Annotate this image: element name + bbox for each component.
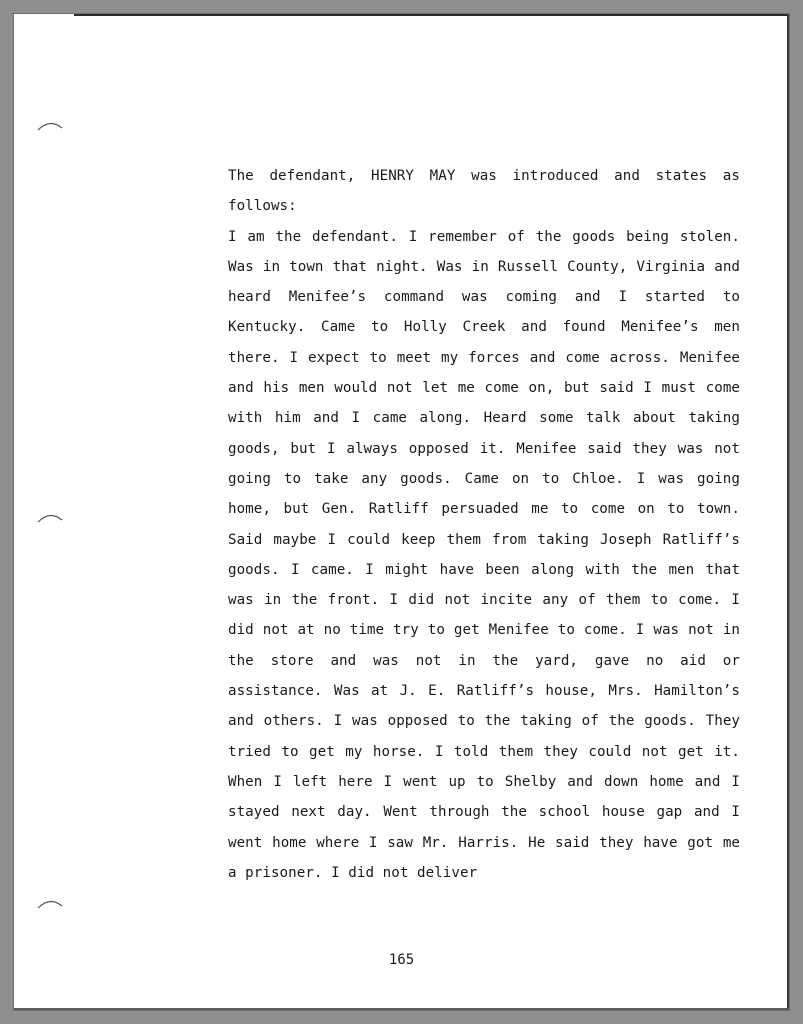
binder-hole-mark-icon: [36, 508, 64, 530]
binder-hole-mark-icon: [36, 116, 64, 138]
page-top-edge: [74, 14, 789, 16]
document-page: [14, 14, 789, 1010]
page-bottom-edge: [14, 1008, 789, 1010]
binder-hole-mark-icon: [36, 894, 64, 916]
testimony-text: [228, 161, 740, 888]
page-number: 165: [388, 952, 415, 968]
paragraph-introduction: The defendant, HENRY MAY was introduced and states as follows:: [228, 168, 740, 215]
paragraph-testimony: I am the defendant. I remember of the goods being stolen. Was in town that night. Was in Russell County, Virginia and heard Menifee’s command was coming and I started to Kentucky. Came to Holly Creek and found Menifee’s men there. I expect to meet my forces and come across. Menifee and his men would not let me come on, but said I must come with him and I came along. Heard some talk about taking goods, but I always opposed it. Menifee said they was not going to take any goods. Came on to Chloe. I was going home, but Gen. Ratliff persuaded me to come on to town. Said maybe I could keep them from taking Joseph Ratliff’s goods. I came. I might have been along with the men that was in the front. I did not incite any of them to come. I did not at no time try to get Menifee to come. I was not in the store and was not in the yard, gave no aid or assistance. Was at J. E. Ratliff’s house, Mrs. Hamilton’s and others. I was opposed to the taking of the goods. They tried to get my horse. I told them they could not get it. When I left here I went up to Shelby and down home and I stayed next day. Went through the school house gap and I went home where I saw Mr. Harris. He said they have got me a prisoner. I did not deliver: [228, 228, 740, 881]
page-right-edge: [787, 14, 789, 1010]
